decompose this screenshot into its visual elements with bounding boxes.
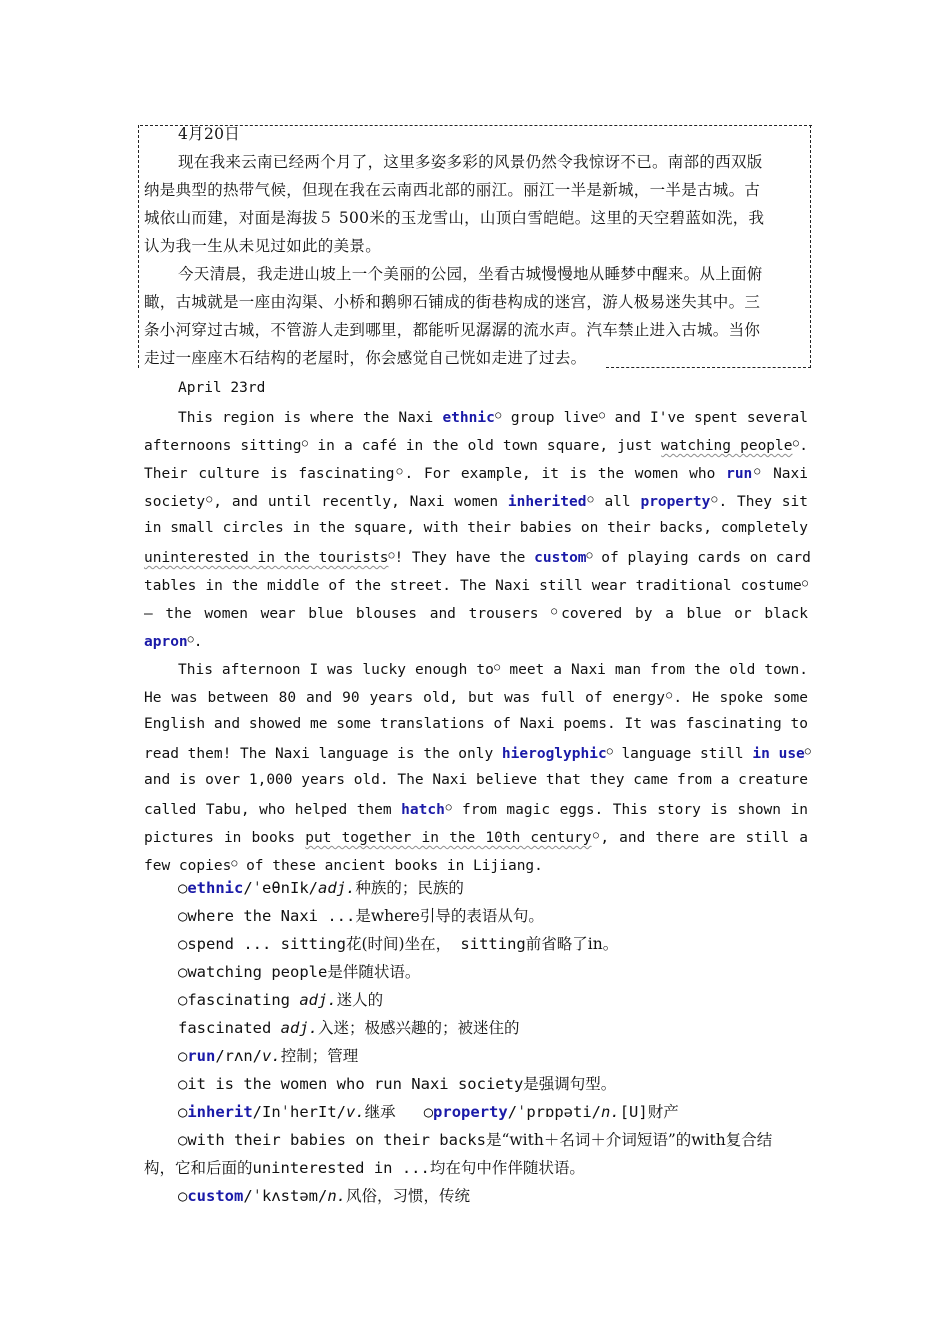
cn-para1-line2: 纳是典型的热带气候，但现在我在云南西北部的丽江。丽江一半是新城，一半是古城。古 bbox=[144, 181, 761, 199]
note-fascinating: ○fascinating adj.迷人的 bbox=[178, 991, 384, 1009]
cn-para2-line1: 今天清晨，我走进山坡上一个美丽的公园，坐看古城慢慢地从睡梦中醒来。从上面俯 bbox=[178, 265, 763, 283]
underlined-put-together: put together in the 10th century bbox=[305, 830, 592, 846]
cn-para2-line3: 条小河穿过古城，不管游人走到哪里，都能听见潺潺的流水声。汽车禁止进入古城。当你 bbox=[144, 321, 761, 339]
keyword-ethnic: ethnic bbox=[442, 410, 495, 426]
note-with-structure-cont: 构，它和后面的uninterested in ...均在句中作伴随状语。 bbox=[144, 1159, 585, 1177]
en-para1-line2: afternoons sitting○ in a café in the old town square, just watching people○. bbox=[144, 438, 808, 454]
note-inherit-property: ○inherit/InˈherIt/v.继承 ○property/ˈprɒpəti/n.[U]财产 bbox=[178, 1103, 679, 1121]
note-watching-people: ○watching people是伴随状语。 bbox=[178, 963, 421, 981]
en-para1-line7: tables in the middle of the street. The Naxi still wear traditional costume○ bbox=[144, 578, 808, 594]
en-para1-line6: uninterested in the tourists○! They have the custom○ of playing cards on card bbox=[144, 550, 811, 566]
cn-para1-line1: 现在我来云南已经两个月了，这里多姿多彩的风景仍然令我惊讶不已。南部的西双版 bbox=[178, 153, 763, 171]
en-para1-line4: society○, and until recently, Naxi women inherited○ all property○. They sit bbox=[144, 494, 808, 510]
note-spend-sitting: ○spend ... sitting花(时间)坐在， sitting前省略了in。 bbox=[178, 935, 619, 953]
en-para1-line3: Their culture is fascinating○. For example, it is the women who run○ Naxi bbox=[144, 466, 808, 482]
keyword-hieroglyphic: hieroglyphic bbox=[501, 746, 607, 762]
keyword-apron: apron bbox=[144, 634, 188, 650]
dashed-border-left bbox=[138, 125, 139, 368]
dashed-border-right bbox=[810, 125, 811, 368]
cn-para1-line3: 城依山而建，对面是海拔５ 500米的玉龙雪山，山顶白雪皑皑。这里的天空碧蓝如洗，我 bbox=[144, 209, 765, 227]
diary-date-en: April 23rd bbox=[178, 380, 266, 396]
keyword-in-use: in use bbox=[752, 746, 805, 762]
note-run: ○run/rʌn/v.控制；管理 bbox=[178, 1047, 359, 1065]
en-para2-line1: This afternoon I was lucky enough to○ meet a Naxi man from the old town. bbox=[178, 662, 808, 678]
cn-para2-line2: 瞰，古城就是一座由沟渠、小桥和鹅卵石铺成的街巷构成的迷宫，游人极易迷失其中。三 bbox=[144, 293, 761, 311]
keyword-hatch: hatch bbox=[401, 802, 445, 818]
diary-date-cn: 4月20日 bbox=[178, 125, 241, 143]
note-emphatic: ○it is the women who run Naxi society是强调句型。 bbox=[178, 1075, 617, 1093]
en-para1-line8: — the women wear blue blouses and trousers ○covered by a blue or black bbox=[144, 606, 808, 622]
en-para2-line6: called Tabu, who helped them hatch○ from magic eggs. This story is shown in bbox=[144, 802, 808, 818]
keyword-inherited: inherited bbox=[507, 494, 587, 510]
note-fascinated: fascinated adj.入迷；极感兴趣的；被迷住的 bbox=[178, 1019, 520, 1037]
underlined-uninterested: uninterested in the tourists bbox=[144, 550, 389, 566]
note-ethnic: ○ethnic/ˈeθnIk/adj.种族的；民族的 bbox=[178, 879, 464, 897]
en-para2-line8: few copies○ of these ancient books in Lijiang. bbox=[144, 858, 543, 874]
en-para1-line1: This region is where the Naxi ethnic○ group live○ and I've spent several bbox=[178, 410, 808, 426]
keyword-property: property bbox=[640, 494, 711, 510]
cn-para2-line4: 走过一座座木石结构的老屋时，你会感觉自己恍如走进了过去。 bbox=[144, 349, 587, 367]
cn-para1-line4: 认为我一生从未见过如此的美景。 bbox=[144, 237, 382, 255]
note-where-clause: ○where the Naxi ...是where引导的表语从句。 bbox=[178, 907, 544, 925]
note-with-structure: ○with their babies on their backs是“with＋名词＋介词短语”的with复合结 bbox=[178, 1131, 773, 1149]
note-custom: ○custom/ˈkʌstəm/n.风俗，习惯，传统 bbox=[178, 1187, 471, 1205]
en-para2-line2: He was between 80 and 90 years old, but was full of energy○. He spoke some bbox=[144, 690, 809, 706]
keyword-run: run bbox=[726, 466, 753, 482]
en-para2-line7: pictures in books put together in the 10th century○, and there are still a bbox=[144, 830, 808, 846]
underlined-watching-people: watching people bbox=[661, 438, 793, 454]
keyword-custom: custom bbox=[534, 550, 587, 566]
en-para2-line4: read them! The Naxi language is the only hieroglyphic○ language still in use○ bbox=[144, 746, 811, 762]
en-para1-line5: in small circles in the square, with their babies on their backs, completely bbox=[144, 520, 808, 536]
en-para1-line9: apron○. bbox=[144, 634, 203, 650]
en-para2-line5: and is over 1,000 years old. The Naxi believe that they came from a creature bbox=[144, 772, 808, 788]
en-para2-line3: English and showed me some translations of Naxi poems. It was fascinating to bbox=[144, 716, 808, 732]
